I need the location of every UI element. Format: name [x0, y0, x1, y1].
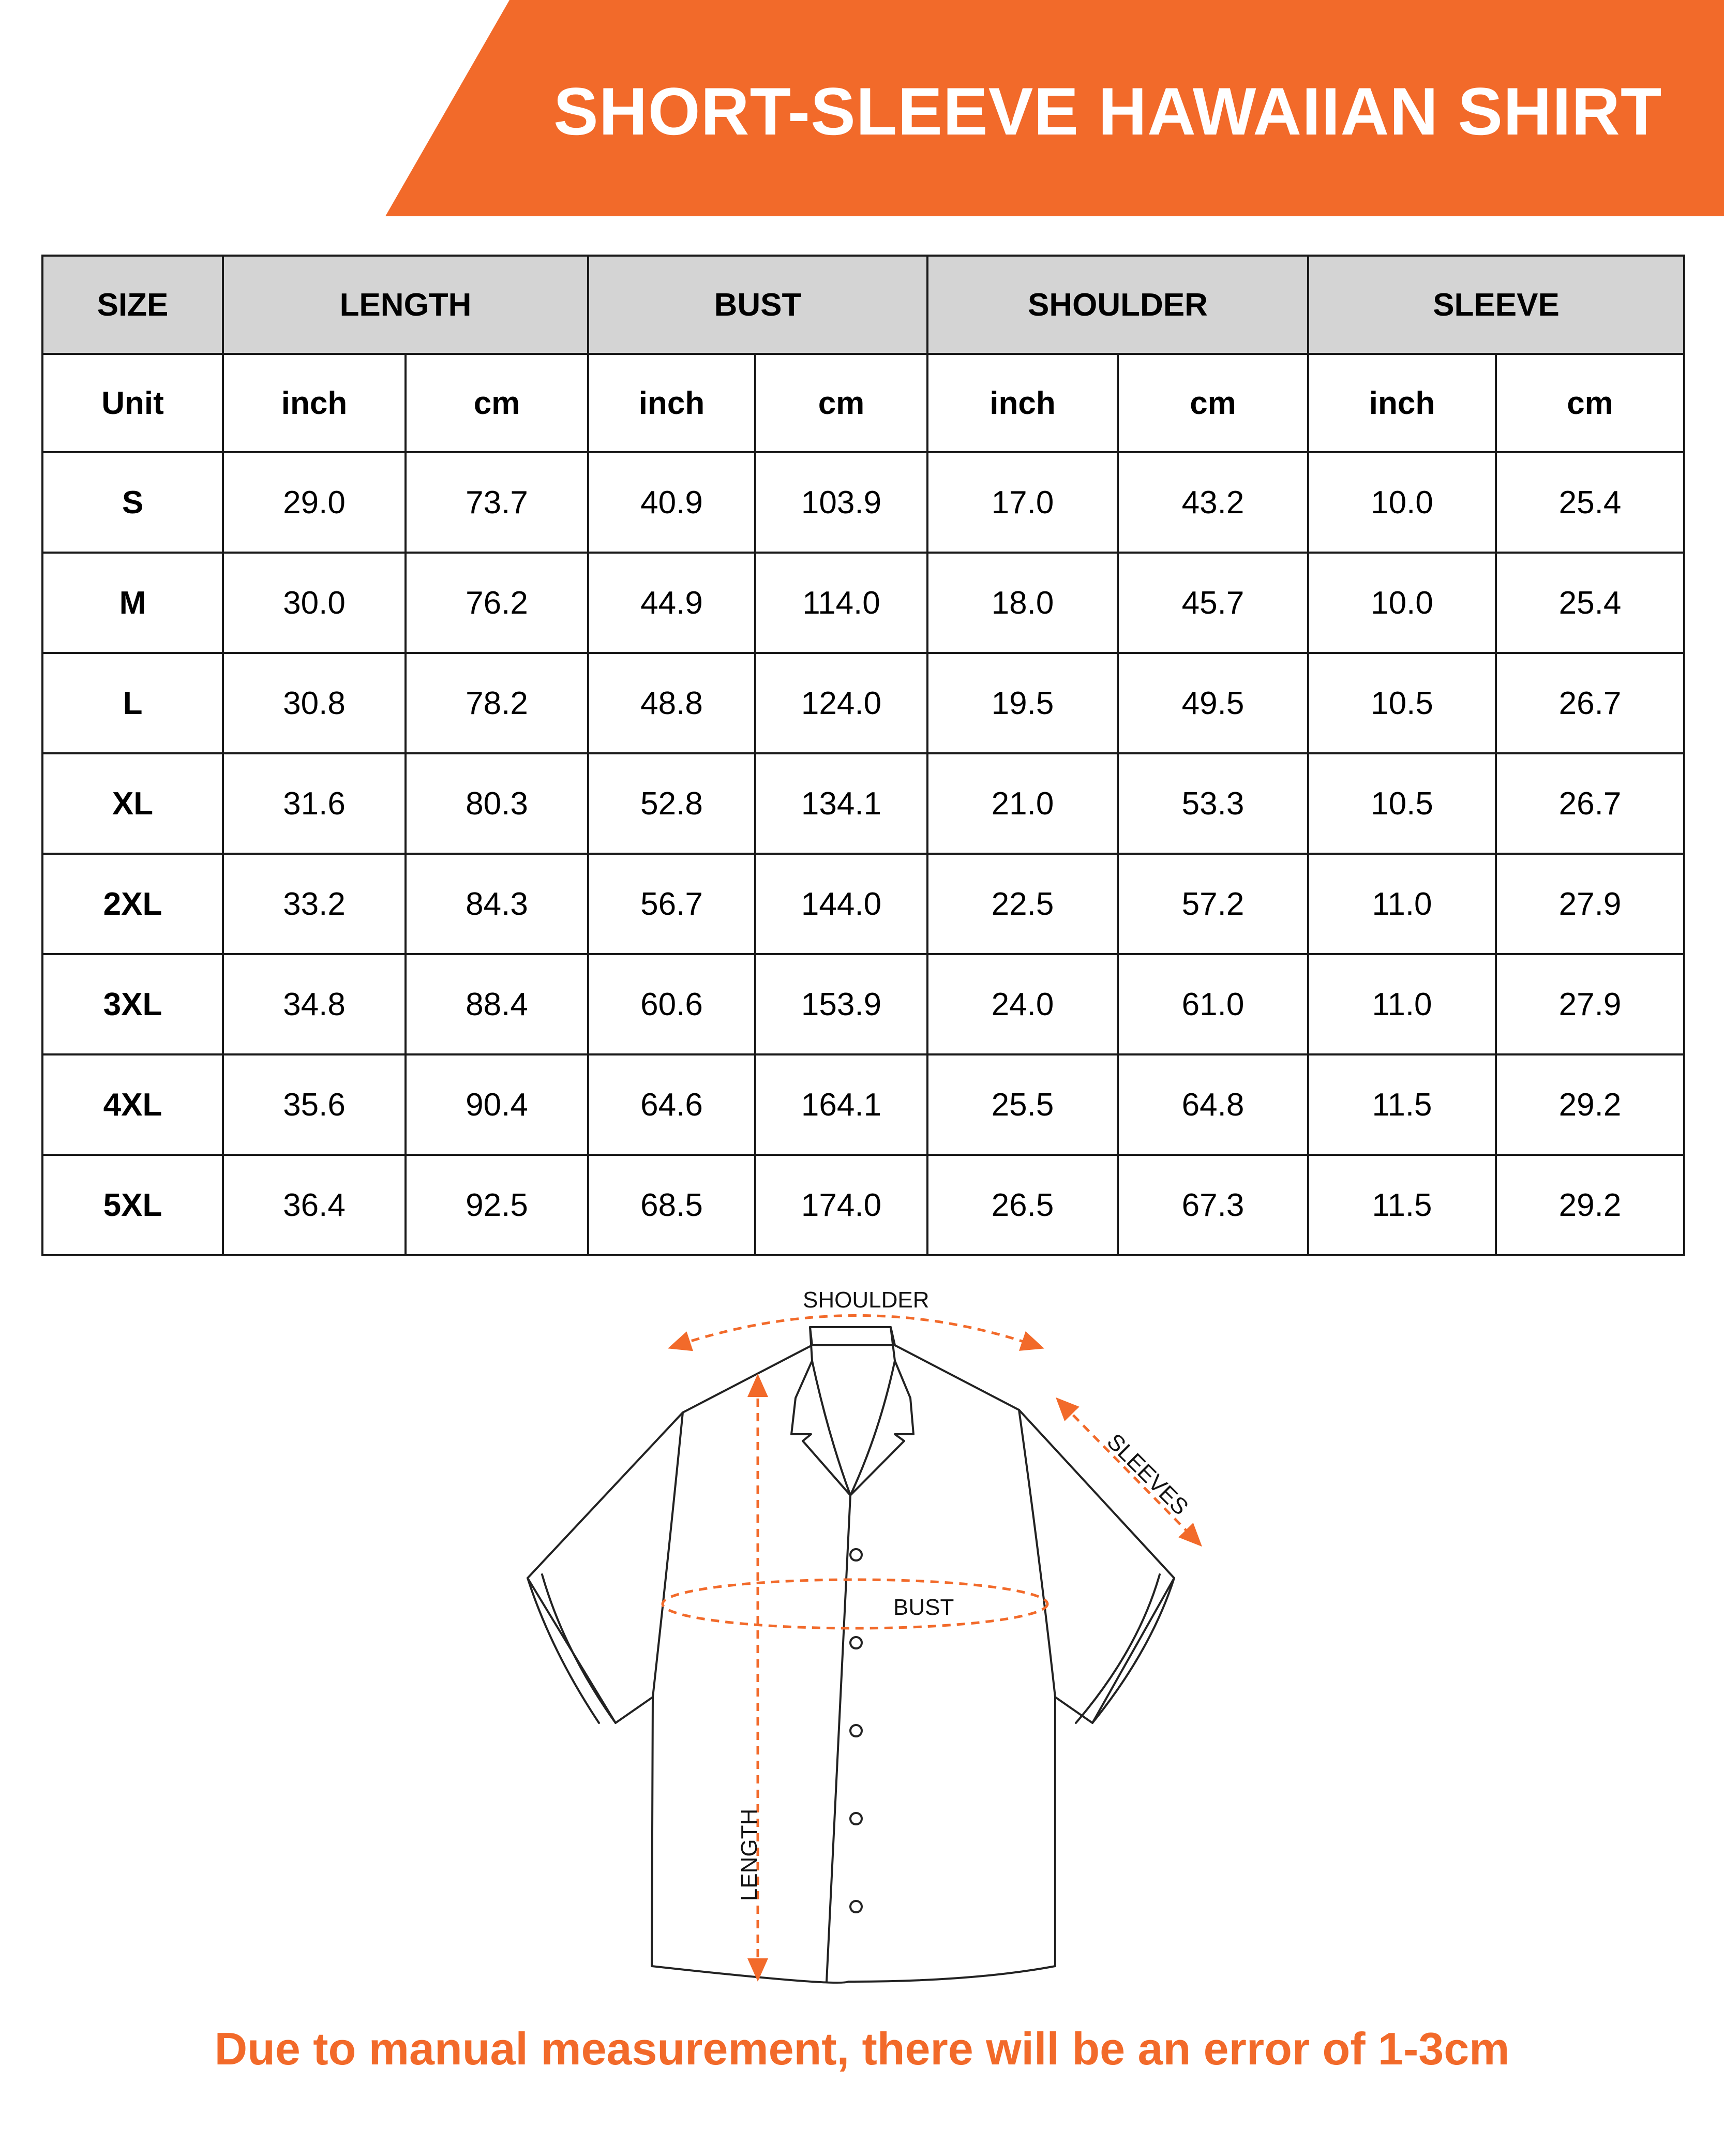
measurement-cell: 53.3: [1118, 753, 1308, 854]
unit-cell: cm: [755, 354, 927, 452]
measurement-cell: 43.2: [1118, 452, 1308, 553]
measurement-cell: 27.9: [1496, 954, 1684, 1054]
measurement-cell: 114.0: [755, 553, 927, 653]
length-header: LENGTH: [223, 256, 588, 354]
table-row: [42, 653, 1684, 753]
measurement-cell: 29.2: [1496, 1155, 1684, 1255]
shirt-illustration: [0, 1242, 1724, 2018]
measurement-cell: 11.0: [1308, 854, 1496, 954]
measurement-cell: 22.5: [927, 854, 1118, 954]
measurement-cell: 40.9: [588, 452, 755, 553]
unit-header-row: [42, 354, 1684, 452]
measurement-cell: 36.4: [223, 1155, 406, 1255]
measurement-cell: 80.3: [406, 753, 588, 854]
measurement-cell: 11.0: [1308, 954, 1496, 1054]
unit-cell: cm: [1496, 354, 1684, 452]
unit-label: Unit: [42, 354, 223, 452]
measurement-cell: 29.2: [1496, 1054, 1684, 1155]
size-header: SIZE: [42, 256, 223, 354]
measurement-cell: 60.6: [588, 954, 755, 1054]
measurement-note: Due to manual measurement, there will be an error of 1-3cm: [214, 2023, 1510, 2074]
measurement-cell: 64.6: [588, 1054, 755, 1155]
measurement-cell: 27.9: [1496, 854, 1684, 954]
measurement-cell: 92.5: [406, 1155, 588, 1255]
unit-cell: inch: [588, 354, 755, 452]
measurement-cell: 10.0: [1308, 553, 1496, 653]
title-banner: [0, 0, 1724, 217]
measurement-cell: 24.0: [927, 954, 1118, 1054]
table-row: [42, 553, 1684, 653]
measurement-cell: 21.0: [927, 753, 1118, 854]
sleeve-header: SLEEVE: [1308, 256, 1684, 354]
measurement-cell: 174.0: [755, 1155, 927, 1255]
size-cell: 4XL: [42, 1054, 223, 1155]
measurement-cell: 26.5: [927, 1155, 1118, 1255]
measurement-cell: 44.9: [588, 553, 755, 653]
measurement-cell: 29.0: [223, 452, 406, 553]
size-cell: L: [42, 653, 223, 753]
size-cell: XL: [42, 753, 223, 854]
size-cell: S: [42, 452, 223, 553]
bust-header: BUST: [588, 256, 927, 354]
unit-cell: cm: [406, 354, 588, 452]
measurement-cell: 19.5: [927, 653, 1118, 753]
sleeves-label: SLEEVES: [1102, 1429, 1193, 1520]
bust-label: BUST: [893, 1595, 954, 1620]
measurement-cell: 73.7: [406, 452, 588, 553]
measurement-diagram: [0, 1242, 1724, 2018]
table-body: [42, 452, 1684, 1255]
measurement-cell: 10.0: [1308, 452, 1496, 553]
measurement-cell: 124.0: [755, 653, 927, 753]
measurement-cell: 45.7: [1118, 553, 1308, 653]
shirt-buttons: [850, 1549, 862, 1912]
measurement-cell: 88.4: [406, 954, 588, 1054]
measurement-cell: 35.6: [223, 1054, 406, 1155]
measurement-cell: 48.8: [588, 653, 755, 753]
measurement-cell: 11.5: [1308, 1054, 1496, 1155]
size-cell: 2XL: [42, 854, 223, 954]
measurement-cell: 10.5: [1308, 753, 1496, 854]
measurement-cell: 26.7: [1496, 753, 1684, 854]
measurement-cell: 67.3: [1118, 1155, 1308, 1255]
measurement-cell: 103.9: [755, 452, 927, 553]
table-row: [42, 452, 1684, 553]
measurement-cell: 76.2: [406, 553, 588, 653]
measurement-cell: 26.7: [1496, 653, 1684, 753]
page-title: SHORT-SLEEVE HAWAIIAN SHIRT: [553, 73, 1662, 149]
measurement-cell: 68.5: [588, 1155, 755, 1255]
size-chart-table: [41, 255, 1685, 1256]
shoulder-header: SHOULDER: [927, 256, 1308, 354]
unit-cell: inch: [927, 354, 1118, 452]
size-cell: M: [42, 553, 223, 653]
measurement-cell: 18.0: [927, 553, 1118, 653]
measurement-cell: 153.9: [755, 954, 927, 1054]
unit-cell: inch: [223, 354, 406, 452]
measurement-cell: 25.4: [1496, 452, 1684, 553]
measurement-cell: 11.5: [1308, 1155, 1496, 1255]
measurement-cell: 10.5: [1308, 653, 1496, 753]
measurement-cell: 34.8: [223, 954, 406, 1054]
group-header-row: [42, 256, 1684, 354]
shoulder-label: SHOULDER: [803, 1287, 930, 1313]
measurement-cell: 49.5: [1118, 653, 1308, 753]
measurement-cell: 164.1: [755, 1054, 927, 1155]
measurement-cell: 25.5: [927, 1054, 1118, 1155]
measurement-cell: 25.4: [1496, 553, 1684, 653]
table-row: [42, 753, 1684, 854]
measurement-cell: 30.0: [223, 553, 406, 653]
measurement-cell: 52.8: [588, 753, 755, 854]
measurement-cell: 84.3: [406, 854, 588, 954]
measurement-cell: 90.4: [406, 1054, 588, 1155]
table-row: [42, 1155, 1684, 1255]
measurement-cell: 134.1: [755, 753, 927, 854]
measurement-cell: 61.0: [1118, 954, 1308, 1054]
measurement-cell: 78.2: [406, 653, 588, 753]
table-row: [42, 954, 1684, 1054]
size-cell: 3XL: [42, 954, 223, 1054]
shirt-outline: [528, 1327, 1174, 1983]
shoulder-arrow: [678, 1316, 1035, 1346]
bust-ellipse: [663, 1580, 1047, 1628]
unit-cell: inch: [1308, 354, 1496, 452]
measurement-cell: 56.7: [588, 854, 755, 954]
length-label: LENGTH: [737, 1808, 762, 1901]
measurement-cell: 31.6: [223, 753, 406, 854]
size-cell: 5XL: [42, 1155, 223, 1255]
measurement-cell: 57.2: [1118, 854, 1308, 954]
measurement-cell: 30.8: [223, 653, 406, 753]
table-row: [42, 1054, 1684, 1155]
measurement-cell: 64.8: [1118, 1054, 1308, 1155]
measurement-cell: 17.0: [927, 452, 1118, 553]
measurement-cell: 33.2: [223, 854, 406, 954]
measurement-cell: 144.0: [755, 854, 927, 954]
table-row: [42, 854, 1684, 954]
unit-cell: cm: [1118, 354, 1308, 452]
